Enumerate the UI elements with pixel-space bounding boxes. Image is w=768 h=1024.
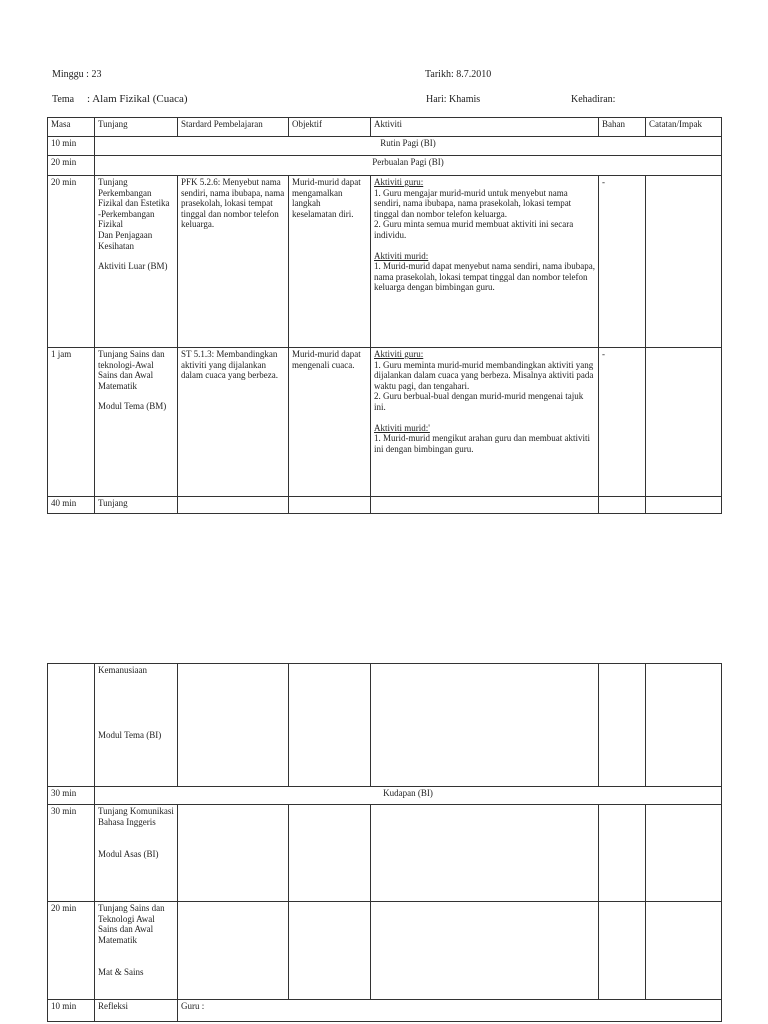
standard-cell [178,664,289,787]
tunjang-text: Kemanusiaan [98,665,147,675]
student-activity-title: Aktiviti murid: [374,250,429,261]
tunjang-text: Modul Asas (BI) [98,849,159,860]
column-header: Masa [48,118,95,137]
material-cell [599,497,646,514]
attendance-label: Kehadiran: [571,94,616,105]
table-row [48,137,722,156]
standard-cell [178,805,289,902]
teacher-activity-title: Aktiviti guru: [374,177,424,187]
objective-cell [289,805,371,902]
time-cell: 30 min [48,805,95,902]
notes-cell [646,348,722,497]
activity-step: 2. Guru berbual-bual dengan murid-murid mengenai tajuk ini. [374,391,584,412]
tunjang-text: Dan Penjagaan Kesihatan [98,229,153,251]
tunjang-text: Tunjang Sains dan teknologi-Awal Sains dan Awal Matematik [98,349,165,391]
reflection-cell: Guru : [178,1000,722,1022]
time-cell [48,664,95,787]
activity-cell [371,805,599,902]
standard-cell: PFK 5.2.6: Menyebut nama sendiri, nama ibubapa, nama prasekolah, lokasi tempat tinggal dan nombor telefon keluarga. [178,176,289,348]
activity-cell [371,497,599,514]
activity-step: 1. Guru meminta murid-murid membandingkan aktiviti yang dijalankan dalam cuaca yang berbeza. Misalnya aktiviti pada waktu pagi, dan tengahari. [374,359,594,391]
standard-cell [178,497,289,514]
day-label: Hari: Khamis [426,94,481,105]
lesson-plan-table [47,117,722,514]
column-header: Aktiviti [371,118,599,137]
tunjang-cell: Tunjang [95,497,178,514]
column-header: Tunjang [95,118,178,137]
activity-cell [371,664,599,787]
activity-cell [371,176,599,348]
table-row [48,156,722,176]
tunjang-cell [95,348,178,497]
objective-cell [289,902,371,1000]
activity-step: 1. Guru mengajar murid-murid untuk menyebut nama sendiri, nama ibubapa, nama prasekolah, lokasi tempat tinggal dan nombor telefon keluarga. [374,187,572,219]
week-label: Minggu : 23 [52,69,102,80]
time-cell: 30 min [48,787,95,805]
routine-cell: Rutin Pagi (BI) [95,137,722,156]
time-cell: 10 min [48,137,95,156]
activity-cell [371,348,599,497]
standard-cell: ST 5.1.3: Membandingkan aktiviti yang dijalankan dalam cuaca yang berbeza. [178,348,289,497]
tunjang-cell [95,664,178,787]
material-cell [599,805,646,902]
column-header: Catatan/Impak [646,118,722,137]
standard-cell [178,902,289,1000]
objective-cell: Murid-murid dapat mengamalkan langkah keselamatan diri. [289,176,371,348]
objective-cell [289,664,371,787]
tunjang-text: Mat & Sains [98,967,144,978]
time-cell: 40 min [48,497,95,514]
notes-cell [646,902,722,1000]
column-header: Objektif [289,118,371,137]
table-header-row [48,118,722,137]
material-cell [599,902,646,1000]
table-row [48,1000,722,1022]
tunjang-cell [95,176,178,348]
routine-cell: Kudapan (BI) [95,787,722,805]
table-row [48,176,722,348]
tunjang-cell [95,902,178,1000]
routine-cell: Perbualan Pagi (BI) [95,156,722,176]
time-cell: 1 jam [48,348,95,497]
time-cell: 10 min [48,1000,95,1022]
time-cell: 20 min [48,156,95,176]
table-row [48,664,722,787]
time-cell: 20 min [48,902,95,1000]
date-label: Tarikh: 8.7.2010 [425,69,492,80]
activity-cell [371,902,599,1000]
teacher-activity-title: Aktiviti guru: [374,349,424,359]
tunjang-cell: Refleksi [95,1000,178,1022]
notes-cell [646,497,722,514]
notes-cell [646,176,722,348]
table-row [48,348,722,497]
activity-step: 2. Guru minta semua murid membuat aktiviti ini secara individu. [374,219,574,240]
column-header: Bahan [599,118,646,137]
table-row [48,497,722,514]
theme-label: Tema [52,94,75,105]
activity-step: 1. Murid-murid dapat menyebut nama sendiri, nama ibubapa, nama prasekolah, lokasi tempat tinggal dan nombor telefon keluarga dengan bimbingan guru. [374,261,595,293]
notes-cell [646,805,722,902]
student-activity-title: Aktiviti murid:' [374,422,430,433]
table-row [48,902,722,1000]
column-header: Stardard Pembelajaran [178,118,289,137]
tunjang-text: Tunjang Perkembangan Fizikal dan Estetika -Perkembangan Fizikal [98,177,170,230]
theme-value: : Alam Fizikal (Cuaca) [87,93,188,105]
tunjang-text: Tunjang Sains dan Teknologi Awal Sains dan Awal Matematik [98,903,165,945]
tunjang-text: Aktiviti Luar (BM) [98,261,168,272]
table-row [48,787,722,805]
objective-cell: Murid-murid dapat mengenali cuaca. [289,348,371,497]
objective-cell [289,497,371,514]
material-cell: - [599,176,646,348]
tunjang-text: Tunjang Komunikasi Bahasa Inggeris [98,806,174,827]
activity-step: 1. Murid-murid mengikut arahan guru dan membuat aktiviti ini dengan bimbingan guru. [374,433,590,454]
tunjang-cell [95,805,178,902]
material-cell: - [599,348,646,497]
time-cell: 20 min [48,176,95,348]
table-row [48,805,722,902]
tunjang-text: Modul Tema (BI) [98,729,162,740]
material-cell [599,664,646,787]
lesson-plan-table-continued [47,663,722,1022]
notes-cell [646,664,722,787]
tunjang-text: Modul Tema (BM) [98,401,167,412]
